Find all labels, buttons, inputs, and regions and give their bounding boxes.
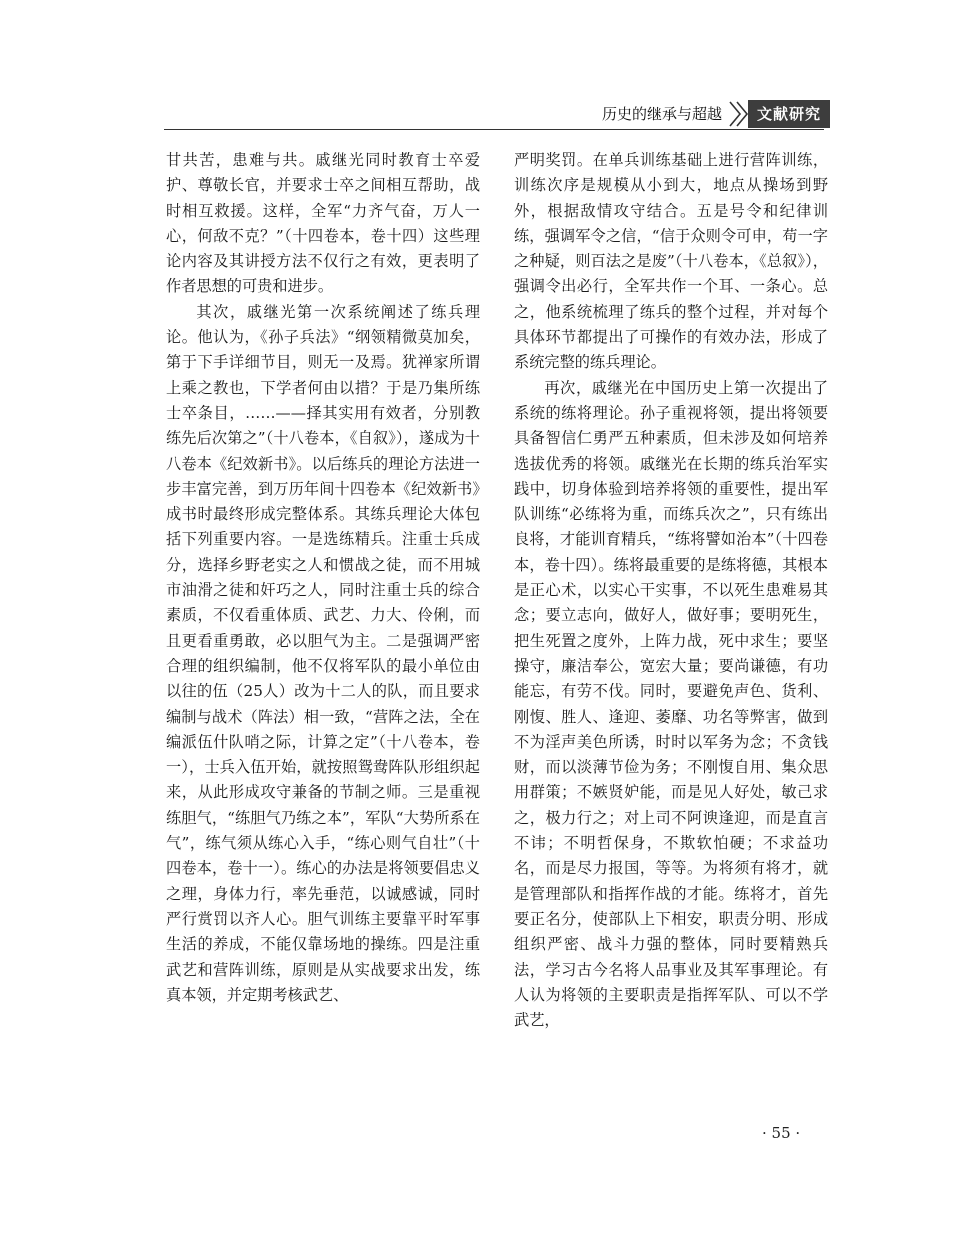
running-header	[0, 100, 964, 140]
header-series-title: 历史的继承与超越	[601, 105, 722, 123]
page-number: · 55 ·	[762, 1124, 801, 1142]
header-rule	[164, 129, 824, 130]
header-section-tag: 文献研究	[748, 100, 830, 128]
left-column	[166, 148, 480, 1008]
paragraph: 其次，戚继光第一次系统阐述了练兵理论。他认为，《孙子兵法》“纲领精微莫加矣，第于下手详细节目，则无一及焉。犹禅家所谓上乘之教也，下学者何由以措？于是乃集所练士卒条目，……——择其实用有效者，分别教练先后次第之”（十八卷本，《自叙》），遂成为十八卷本《纪效新书》。以后练兵的理论方法进一步丰富完善，到万历年间十四卷本《纪效新书》成书时最终形成完整体系。其练兵理论大体包括下列重要内容。一是选练精兵。注重士兵成分，选择乡野老实之人和惯战之徒，而不用城市油滑之徒和奸巧之人，同时注重士兵的综合素质，不仅看重体质、武艺、力大、伶俐，而且更看重勇敢，必以胆气为主。二是强调严密合理的组织编制，他不仅将军队的最小单位由以往的伍（25人）改为十二人的队，而且要求编制与战术（阵法）相一致，“营阵之法，全在编派伍什队哨之际，计算之定”（十八卷本，卷一），士兵入伍开始，就按照鸳鸯阵队形组织起来，从此形成攻守兼备的节制之师。三是重视练胆气，“练胆气乃练之本”，军队“大势所系在气”，练气须从练心入手，“练心则气自壮”（十四卷本，卷十一）。练心的办法是将领要倡忠义之理，身体力行，率先垂范，以诚感诚，同时严行赏罚以齐人心。胆气训练主要靠平时军事生活的养成，不能仅靠场地的操练。四是注重武艺和营阵训练，原则是从实战要求出发，练真本领，并定期考核武艺、	[166, 302, 480, 1004]
paragraph: 再次，戚继光在中国历史上第一次提出了系统的练将理论。孙子重视将领，提出将领要具备智信仁勇严五种素质，但未涉及如何培养选拔优秀的将领。戚继光在长期的练兵治军实践中，切身体验到培养将领的重要性，提出军队训练“必练将为重，而练兵次之”，只有练出良将，才能训育精兵，“练将譬如治本”（十四卷本，卷十四）。练将最重要的是练将德，其根本是正心术，以实心干实事，不以死生患难易其念；要立志向，做好人，做好事；要明死生，把生死置之度外，上阵力战，死中求生；要坚操守，廉洁奉公，宽宏大量；要尚谦德，有功能忘，有劳不伐。同时，要避免声色、货利、刚愎、胜人、逢迎、萎靡、功名等弊害，做到不为淫声美色所诱，时时以军务为念；不贪钱财，而以淡薄节俭为务；不刚愎自用、集众思用群策；不嫉贤妒能，而是见人好处，敏己求之，极力行之；对上司不阿谀逢迎，而是直言不讳；不明哲保身，不欺软怕硬；不求益功名，而是尽力报国，等等。为将须有将才，就是管理部队和指挥作战的才能。练将才，首先要正名分，使部队上下相安，职责分明、形成组织严密、战斗力强的整体，同时要精熟兵法，学习古今名将人品事业及其军事理论。有人认为将领的主要职责是指挥军队、可以不学武艺，	[514, 378, 828, 1030]
paragraph: 甘共苦，患难与共。戚继光同时教育士卒爱护、尊敬长官，并要求士卒之间相互帮助，战时相互救援。这样，全军“力齐气奋，万人一心，何敌不克？”（十四卷本，卷十四）这些理论内容及其讲授方法不仅行之有效，更表明了作者思想的可贵和进步。	[166, 151, 480, 296]
paragraph: 严明奖罚。在单兵训练基础上进行营阵训练，训练次序是规模从小到大，地点从操场到野外，根据敌情攻守结合。五是号令和纪律训练，强调军令之信，“信于众则令可申，苟一字之种疑，则百法之是废”（十八卷本，《总叙》），强调令出必行，全军共作一个耳、一条心。总之，他系统梳理了练兵的整个过程，并对每个具体环节都提出了可操作的有效办法，形成了系统完整的练兵理论。	[514, 151, 828, 372]
right-column	[514, 148, 828, 1033]
